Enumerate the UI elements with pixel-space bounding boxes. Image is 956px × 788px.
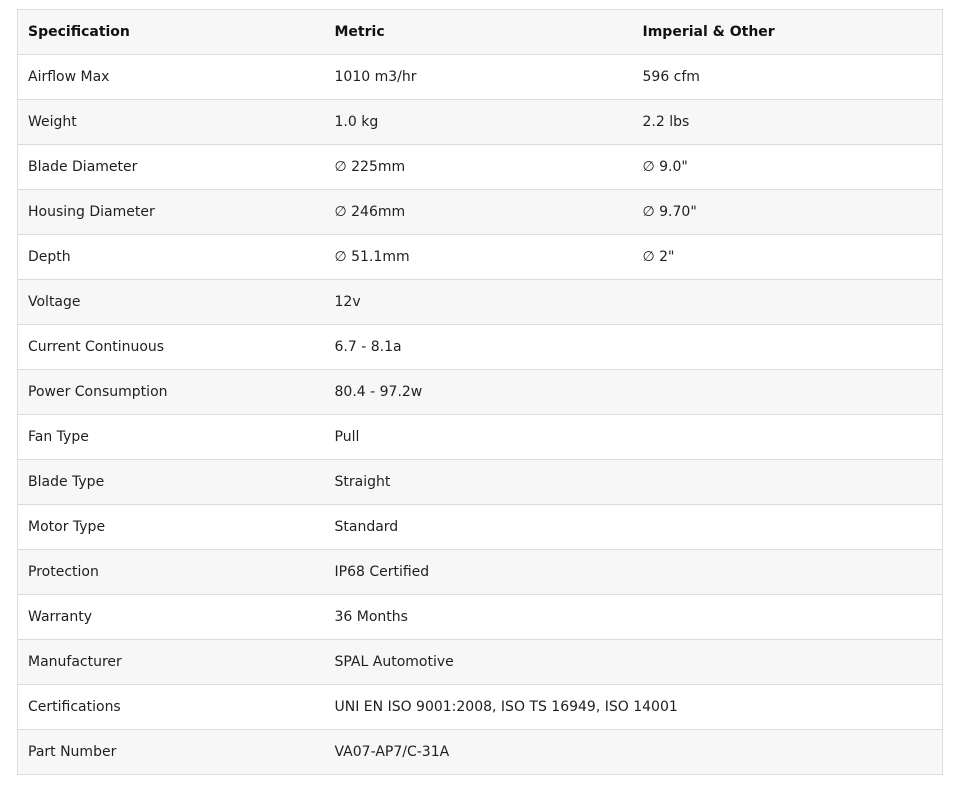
imperial-value-cell: 2.2 lbs xyxy=(633,100,943,145)
table-row xyxy=(18,190,943,235)
table-row xyxy=(18,280,943,325)
spec-name-cell: Blade Diameter xyxy=(18,145,325,190)
imperial-value-cell xyxy=(633,550,943,595)
table-row xyxy=(18,145,943,190)
spec-name-cell: Motor Type xyxy=(18,505,325,550)
table-row xyxy=(18,595,943,640)
metric-value-cell: ∅ 225mm xyxy=(325,145,633,190)
table-row xyxy=(18,730,943,775)
table-header xyxy=(18,10,943,55)
metric-value-cell: 80.4 - 97.2w xyxy=(325,370,633,415)
imperial-value-cell: 596 cfm xyxy=(633,55,943,100)
imperial-value-cell xyxy=(633,730,943,775)
header-row xyxy=(18,10,943,55)
table-row xyxy=(18,100,943,145)
imperial-value-cell xyxy=(633,460,943,505)
imperial-value-cell xyxy=(633,370,943,415)
table-row xyxy=(18,235,943,280)
table-row xyxy=(18,460,943,505)
metric-value-cell: 12v xyxy=(325,280,633,325)
metric-value-cell: ∅ 51.1mm xyxy=(325,235,633,280)
metric-value-cell: Straight xyxy=(325,460,633,505)
header-specification: Specification xyxy=(18,10,325,55)
spec-name-cell: Weight xyxy=(18,100,325,145)
metric-value-cell: IP68 Certified xyxy=(325,550,633,595)
spec-table xyxy=(17,9,943,775)
header-imperial: Imperial & Other xyxy=(633,10,943,55)
spec-name-cell: Part Number xyxy=(18,730,325,775)
spec-name-cell: Certifications xyxy=(18,685,325,730)
imperial-value-cell xyxy=(633,685,943,730)
imperial-value-cell: ∅ 9.0" xyxy=(633,145,943,190)
metric-value-cell: 1010 m3/hr xyxy=(325,55,633,100)
metric-value-cell: UNI EN ISO 9001:2008, ISO TS 16949, ISO 14001 xyxy=(325,685,633,730)
spec-name-cell: Housing Diameter xyxy=(18,190,325,235)
imperial-value-cell xyxy=(633,595,943,640)
spec-name-cell: Blade Type xyxy=(18,460,325,505)
table-row xyxy=(18,640,943,685)
imperial-value-cell xyxy=(633,415,943,460)
imperial-value-cell xyxy=(633,505,943,550)
table-row xyxy=(18,550,943,595)
imperial-value-cell: ∅ 2" xyxy=(633,235,943,280)
table-row xyxy=(18,370,943,415)
spec-name-cell: Fan Type xyxy=(18,415,325,460)
imperial-value-cell: ∅ 9.70" xyxy=(633,190,943,235)
imperial-value-cell xyxy=(633,325,943,370)
metric-value-cell: ∅ 246mm xyxy=(325,190,633,235)
metric-value-cell: Pull xyxy=(325,415,633,460)
imperial-value-cell xyxy=(633,640,943,685)
table-row xyxy=(18,325,943,370)
table-row xyxy=(18,685,943,730)
metric-value-cell: 1.0 kg xyxy=(325,100,633,145)
spec-name-cell: Depth xyxy=(18,235,325,280)
imperial-value-cell xyxy=(633,280,943,325)
spec-name-cell: Power Consumption xyxy=(18,370,325,415)
metric-value-cell: VA07-AP7/C-31A xyxy=(325,730,633,775)
spec-name-cell: Protection xyxy=(18,550,325,595)
spec-name-cell: Manufacturer xyxy=(18,640,325,685)
metric-value-cell: 36 Months xyxy=(325,595,633,640)
metric-value-cell: SPAL Automotive xyxy=(325,640,633,685)
spec-name-cell: Warranty xyxy=(18,595,325,640)
spec-name-cell: Voltage xyxy=(18,280,325,325)
spec-name-cell: Current Continuous xyxy=(18,325,325,370)
table-body xyxy=(18,55,943,775)
metric-value-cell: 6.7 - 8.1a xyxy=(325,325,633,370)
table-row xyxy=(18,415,943,460)
table-row xyxy=(18,55,943,100)
header-metric: Metric xyxy=(325,10,633,55)
table-row xyxy=(18,505,943,550)
spec-name-cell: Airflow Max xyxy=(18,55,325,100)
metric-value-cell: Standard xyxy=(325,505,633,550)
